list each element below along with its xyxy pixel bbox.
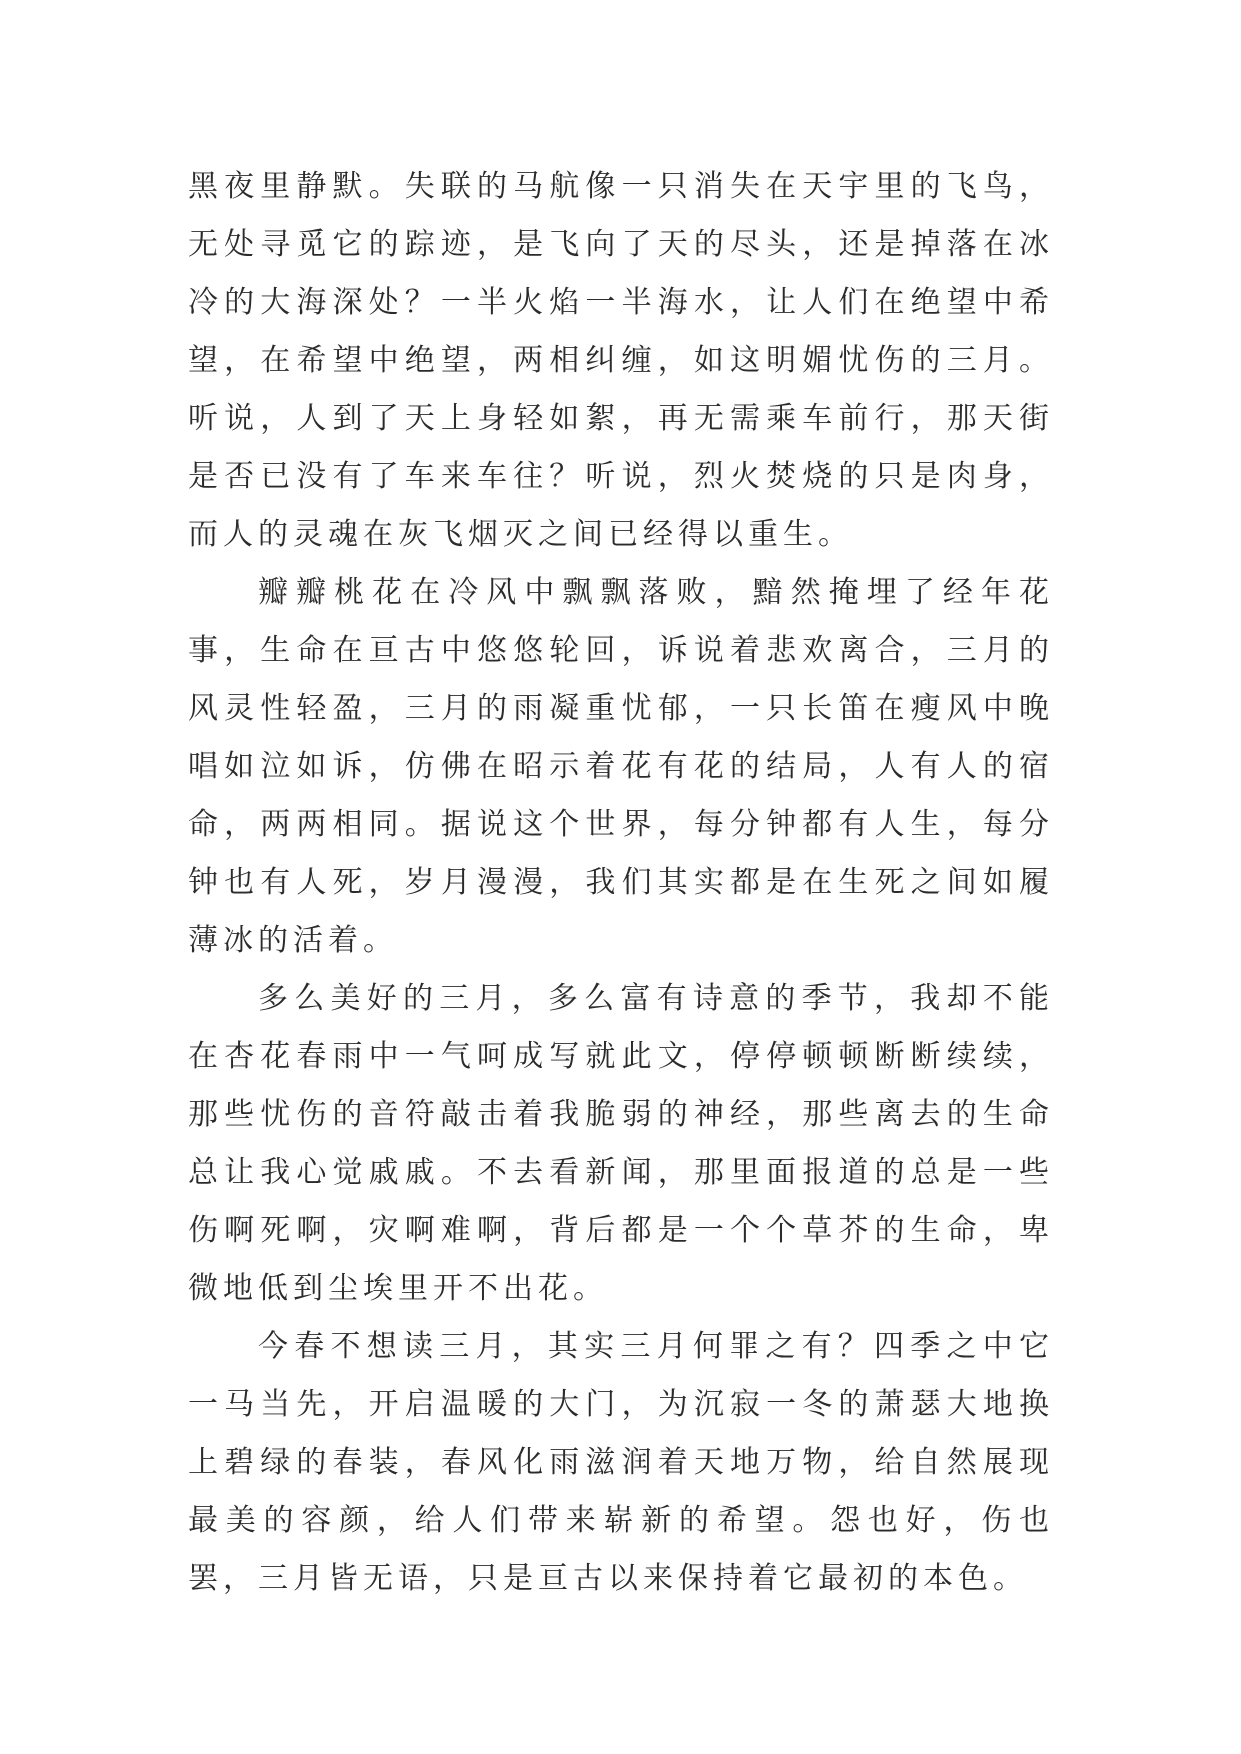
paragraph-2: 瓣瓣桃花在冷风中飘飘落败，黯然掩埋了经年花事，生命在亘古中悠悠轮回，诉说着悲欢离合，三月的风灵性轻盈，三月的雨凝重忧郁，一只长笛在瘦风中晚唱如泣如诉，仿佛在昭示着花有花的结局，人有人的宿命，两两相同。据说这个世界，每分钟都有人生，每分钟也有人死，岁月漫漫，我们其实都是在生死之间如履薄冰的活着。 <box>188 575 1054 958</box>
paragraph-3: 多么美好的三月，多么富有诗意的季节，我却不能在杏花春雨中一气呵成写就此文，停停顿顿断断续续，那些忧伤的音符敲击着我脆弱的神经，那些离去的生命总让我心觉戚戚。不去看新闻，那里面报道的总是一些伤啊死啊，灾啊难啊，背后都是一个个草芥的生命，卑微地低到尘埃里开不出花。 <box>188 981 1054 1306</box>
paragraph-4: 今春不想读三月，其实三月何罪之有？四季之中它一马当先，开启温暖的大门，为沉寂一冬的萧瑟大地换上碧绿的春装，春风化雨滋润着天地万物，给自然展现最美的容颜，给人们带来崭新的希望。怨也好，伤也罢，三月皆无语，只是亘古以来保持着它最初的本色。 <box>188 1329 1054 1596</box>
paragraph-1: 黑夜里静默。失联的马航像一只消失在天宇里的飞鸟，无处寻觅它的踪迹，是飞向了天的尽头，还是掉落在冰冷的大海深处？一半火焰一半海水，让人们在绝望中希望，在希望中绝望，两相纠缠，如这明媚忧伤的三月。听说，人到了天上身轻如絮，再无需乘车前行，那天街是否已没有了车来车往？听说，烈火焚烧的只是肉身，而人的灵魂在灰飞烟灭之间已经得以重生。 <box>188 169 1054 552</box>
document-body <box>188 158 1054 1608</box>
